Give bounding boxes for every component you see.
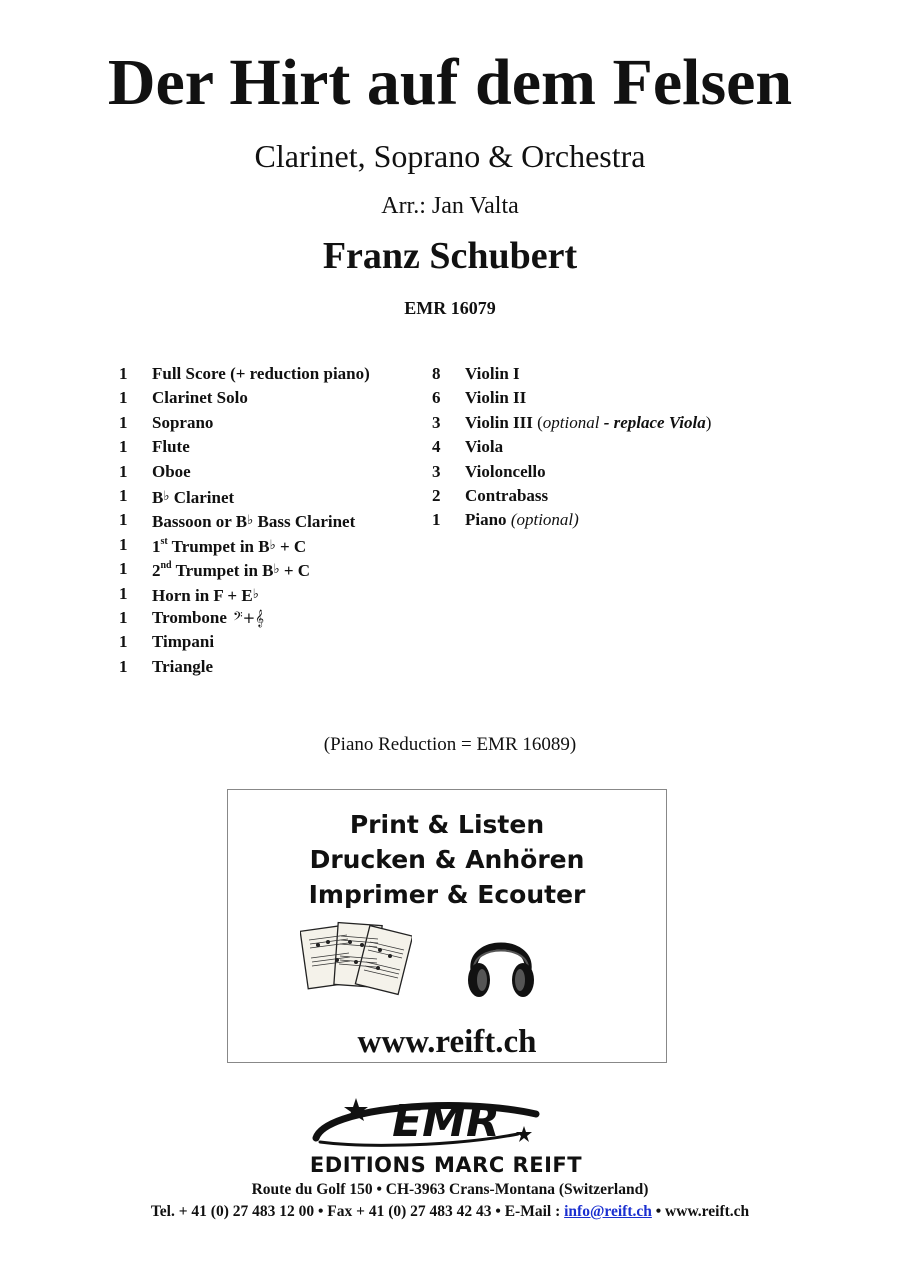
flat-sign: ♭ (252, 585, 259, 601)
part-quantity: 1 (119, 607, 128, 627)
emr-logo-name: EDITIONS MARC REIFT (309, 1153, 583, 1176)
part-ordinal: 2 (152, 561, 161, 581)
composer-name: Franz Schubert (322, 235, 578, 277)
part-name: Timpani (152, 632, 215, 652)
contact-phone-fax: Tel. + 41 (0) 27 483 12 00 • Fax + 41 (0) 27 483 42 43 • E-Mail : (150, 1203, 565, 1220)
part-note-close: ) (705, 412, 712, 432)
piano-reduction-note: (Piano Reduction = EMR 16089) (323, 734, 577, 755)
part-row (119, 484, 370, 508)
part-row (119, 533, 370, 557)
emr-logo-mark: EMR (392, 1096, 500, 1147)
part-note-optional: optional (542, 412, 600, 432)
promo-line-french: Imprimer & Ecouter (308, 880, 586, 909)
part-quantity: 6 (432, 388, 441, 408)
part-name: Violoncello (465, 461, 546, 481)
part-quantity: 2 (432, 485, 441, 505)
part-name-rest: + C (279, 561, 311, 581)
part-name (152, 606, 264, 630)
part-name (152, 508, 355, 532)
part-ordinal-suffix: nd (160, 560, 172, 572)
part-name-start: Violin III (465, 412, 533, 432)
parts-list-right (432, 362, 711, 533)
part-row (119, 557, 370, 581)
publisher-contact (0, 1204, 900, 1220)
part-name: Oboe (152, 461, 191, 481)
headphones-icon (464, 924, 538, 1004)
part-quantity: 1 (119, 461, 128, 481)
part-quantity: 1 (119, 510, 128, 530)
part-name (152, 533, 306, 557)
part-name (152, 557, 310, 581)
part-name-start: Piano (465, 510, 507, 530)
part-ordinal-suffix: st (160, 536, 168, 548)
part-ordinal: 1 (152, 536, 161, 556)
emr-logo (256, 1090, 636, 1176)
contact-website[interactable]: • www.reift.ch (651, 1203, 750, 1220)
instrumentation-subtitle: Clarinet, Soprano & Orchestra (254, 138, 646, 174)
part-quantity: 1 (119, 656, 128, 676)
part-row (119, 386, 370, 410)
part-quantity: 1 (432, 510, 441, 530)
part-name-rest: Clarinet (169, 487, 235, 507)
part-row (119, 435, 370, 459)
part-row (119, 606, 370, 630)
part-row (432, 435, 711, 459)
part-note-replace: - replace Viola (599, 412, 706, 432)
part-name-rest: + C (275, 536, 307, 556)
arranger-credit: Arr.: Jan Valta (381, 193, 519, 219)
part-name-rest: Bass Clarinet (253, 512, 356, 532)
part-row (119, 460, 370, 484)
print-listen-box[interactable] (227, 789, 667, 1063)
flat-sign: ♭ (269, 536, 276, 552)
promo-website-link[interactable]: www.reift.ch (357, 1024, 537, 1060)
part-quantity: 1 (119, 485, 128, 505)
publisher-address: Route du Golf 150 • CH-3963 Crans-Montana (Switzerland) (251, 1181, 649, 1198)
part-name: Soprano (152, 412, 214, 432)
part-row (432, 484, 711, 508)
part-quantity: 4 (432, 437, 441, 457)
part-name-start: Horn in F + E (152, 585, 253, 605)
part-quantity: 1 (119, 388, 128, 408)
part-note-open: ( (532, 412, 543, 432)
part-row (119, 630, 370, 654)
promo-line-german: Drucken & Anhören (309, 845, 585, 874)
part-row (119, 411, 370, 435)
part-quantity: 1 (119, 534, 128, 554)
email-link[interactable]: info@reift.ch (564, 1203, 652, 1220)
part-quantity: 1 (119, 364, 128, 383)
part-row (432, 411, 711, 435)
part-name: Flute (152, 437, 190, 457)
flat-sign: ♭ (247, 512, 254, 528)
part-name-prefix: B (152, 487, 164, 507)
part-quantity: 1 (119, 412, 128, 432)
part-name-start: Trombone (152, 607, 227, 627)
part-quantity: 1 (119, 437, 128, 457)
part-row (432, 386, 711, 410)
part-quantity: 1 (119, 632, 128, 652)
part-name: Viola (465, 437, 504, 457)
part-row (432, 508, 711, 532)
part-quantity: 3 (432, 412, 441, 432)
part-name (465, 411, 711, 435)
part-name: Full Score (+ reduction piano) (152, 364, 370, 383)
part-row (119, 582, 370, 606)
catalog-number: EMR 16079 (404, 298, 496, 318)
part-name (465, 508, 579, 532)
part-quantity: 1 (119, 559, 128, 579)
part-name-start: Trumpet in B (171, 561, 274, 581)
part-quantity: 8 (432, 364, 441, 383)
part-note-optional: (optional) (506, 510, 579, 530)
promo-line-english: Print & Listen (349, 810, 545, 839)
part-quantity: 3 (432, 461, 441, 481)
part-name (152, 484, 234, 508)
part-name-start: Bassoon or B (152, 512, 248, 532)
part-row (119, 362, 370, 386)
part-name: Contrabass (465, 485, 549, 505)
part-quantity: 1 (119, 583, 128, 603)
part-name-start: Trumpet in B (167, 536, 270, 556)
part-row (119, 655, 370, 679)
flat-sign: ♭ (273, 561, 280, 577)
part-name: Clarinet Solo (152, 388, 248, 408)
part-name: Triangle (152, 656, 214, 676)
part-row (432, 362, 711, 386)
part-name: Violin II (465, 388, 527, 408)
page-title: Der Hirt auf dem Felsen (107, 46, 793, 119)
part-name (152, 582, 259, 606)
parts-list-left (119, 362, 370, 679)
bass-treble-clef-icon: 𝄢+𝄞 (232, 608, 265, 627)
sheet-music-icon (300, 920, 412, 998)
flat-sign: ♭ (163, 487, 170, 503)
part-row (432, 460, 711, 484)
part-row (119, 508, 370, 532)
part-name: Violin I (465, 364, 520, 383)
